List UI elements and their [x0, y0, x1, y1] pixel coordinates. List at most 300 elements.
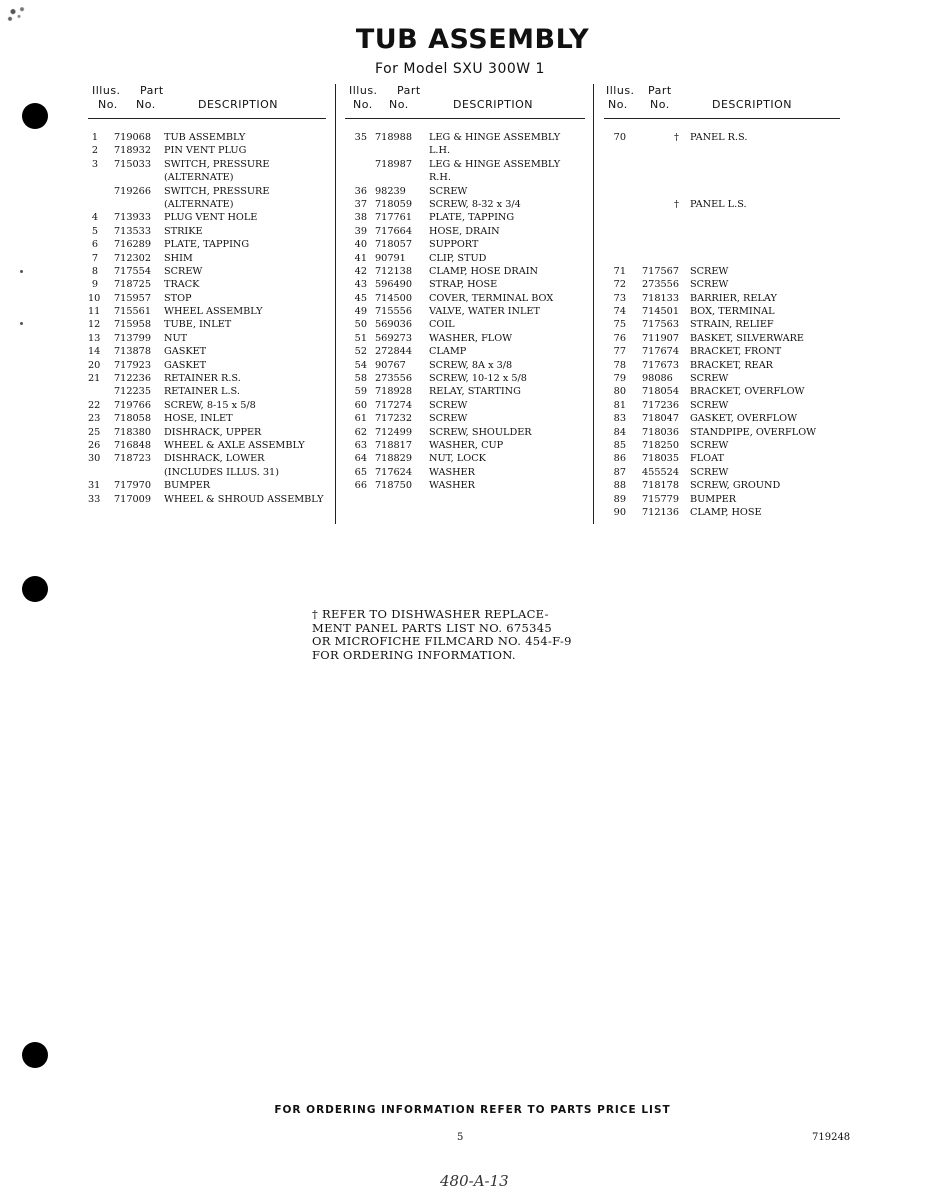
illus-number: 26 — [88, 439, 101, 451]
document-number: 719248 — [812, 1132, 851, 1143]
illus-number: 42 — [354, 265, 367, 277]
illus-number: 72 — [613, 279, 626, 291]
part-description: TUBE, INLET — [164, 319, 232, 331]
parts-row — [345, 400, 585, 413]
parts-row — [88, 145, 326, 158]
binder-hole-middle — [22, 576, 48, 602]
part-number: 718829 — [375, 453, 412, 465]
parts-row — [345, 453, 585, 466]
illus-number: 20 — [88, 359, 101, 371]
part-no-header: No. — [136, 98, 156, 111]
part-description: CLAMP, HOSE DRAIN — [429, 265, 539, 277]
illus-number: 39 — [354, 225, 367, 237]
part-number: 711907 — [642, 332, 679, 344]
parts-row — [88, 453, 326, 466]
part-number: 712138 — [375, 265, 412, 277]
illus-number: 54 — [354, 359, 367, 371]
part-number: 718036 — [642, 426, 679, 438]
part-description: SCREW, SHOULDER — [429, 426, 532, 438]
illus-number: 73 — [613, 292, 626, 304]
parts-row — [345, 239, 585, 252]
parts-row — [345, 427, 585, 440]
column-header — [345, 84, 585, 118]
part-number: 715957 — [114, 292, 151, 304]
page-number: 5 — [457, 1132, 464, 1143]
scan-dot — [20, 270, 23, 273]
part-description: RELAY, STARTING — [429, 386, 521, 398]
parts-row — [88, 172, 326, 185]
parts-row — [604, 333, 840, 346]
note-line: FOR ORDERING INFORMATION. — [312, 647, 516, 662]
part-number: 717673 — [642, 359, 679, 371]
scan-speckle — [4, 2, 34, 26]
part-number: 715033 — [114, 158, 151, 170]
illus-number: 70 — [613, 132, 626, 143]
part-description: SHIM — [164, 252, 193, 264]
part-number: 717236 — [642, 399, 679, 411]
illus-number: 76 — [613, 332, 626, 344]
parts-row — [88, 346, 326, 359]
part-number: 569036 — [375, 319, 412, 331]
part-description: TRACK — [164, 279, 200, 291]
part-description: BARRIER, RELAY — [690, 292, 777, 304]
description-header: DESCRIPTION — [453, 98, 533, 111]
part-number: 717624 — [375, 466, 412, 478]
illus-number: 80 — [613, 386, 626, 398]
parts-row — [345, 373, 585, 386]
illus-number: 65 — [354, 466, 367, 478]
illus-number: 58 — [354, 373, 367, 385]
parts-row — [604, 145, 840, 158]
part-number: † — [674, 132, 679, 143]
illus-number: 41 — [354, 252, 367, 264]
illus-header: Illus. — [92, 84, 121, 97]
parts-row — [604, 293, 840, 306]
illus-number: 8 — [91, 265, 98, 277]
header-rule — [88, 118, 326, 119]
part-number: 713533 — [114, 225, 151, 237]
part-header: Part — [648, 84, 672, 97]
part-description: L.H. — [429, 145, 451, 157]
part-number: 715779 — [642, 493, 679, 505]
parts-row — [88, 440, 326, 453]
part-number: 718750 — [375, 480, 412, 492]
parts-row — [345, 293, 585, 306]
part-number: 717232 — [375, 413, 412, 425]
illus-number: 36 — [354, 185, 367, 197]
part-number: 718058 — [114, 413, 151, 425]
part-description: PIN VENT PLUG — [164, 145, 247, 157]
note-line: † REFER TO DISHWASHER REPLACE- — [312, 607, 549, 621]
illus-number: 66 — [354, 480, 367, 492]
parts-row — [604, 199, 840, 212]
parts-row — [345, 346, 585, 359]
part-description: SWITCH, PRESSURE — [164, 158, 270, 170]
part-number: 715556 — [375, 306, 412, 318]
part-number: 717923 — [114, 359, 151, 371]
parts-row — [345, 199, 585, 212]
parts-row — [604, 212, 840, 225]
part-description: RETAINER L.S. — [164, 386, 240, 398]
parts-column-1 — [88, 84, 326, 507]
part-description: FLOAT — [690, 453, 725, 465]
parts-row — [88, 494, 326, 507]
part-number: 717674 — [642, 346, 679, 358]
illus-no-header: No. — [608, 98, 628, 111]
parts-row — [345, 186, 585, 199]
part-description: STRAP, HOSE — [429, 279, 498, 291]
parts-row — [604, 507, 840, 520]
illus-number: 38 — [354, 212, 367, 224]
parts-row — [604, 226, 840, 239]
parts-row — [88, 360, 326, 373]
part-description: RETAINER R.S. — [164, 373, 241, 385]
part-description: SWITCH, PRESSURE — [164, 185, 270, 197]
part-description: (INCLUDES ILLUS. 31) — [164, 466, 279, 478]
illus-number: 88 — [613, 480, 626, 492]
illus-number: 23 — [88, 413, 101, 425]
part-description: (ALTERNATE) — [164, 198, 234, 210]
illus-number: 81 — [613, 399, 626, 411]
part-number: 717563 — [642, 319, 679, 331]
part-number: 718250 — [642, 439, 679, 451]
part-description: CLIP, STUD — [429, 252, 487, 264]
part-description: BOX, TERMINAL — [690, 306, 775, 318]
parts-row — [345, 266, 585, 279]
parts-row — [345, 159, 585, 172]
parts-row — [345, 212, 585, 225]
parts-row — [88, 132, 326, 145]
parts-row — [88, 279, 326, 292]
page-title: TUB ASSEMBLY — [355, 24, 590, 55]
part-description: WASHER, CUP — [429, 439, 504, 451]
illus-number: 12 — [88, 319, 101, 331]
part-number: 712499 — [375, 426, 412, 438]
part-number: 714501 — [642, 306, 679, 318]
part-number: 716289 — [114, 239, 151, 251]
parts-row — [345, 467, 585, 480]
illus-number: 86 — [613, 453, 626, 465]
header-rule — [604, 118, 840, 119]
part-description: SCREW, 10-12 x 5/8 — [429, 373, 527, 385]
illus-number: 59 — [354, 386, 367, 398]
illus-number: 1 — [91, 132, 98, 143]
ordering-note — [312, 608, 612, 662]
parts-row — [604, 186, 840, 199]
parts-row — [345, 306, 585, 319]
parts-row — [88, 480, 326, 493]
part-number: 719266 — [114, 185, 151, 197]
part-description: NUT — [164, 332, 188, 344]
part-number: 718987 — [375, 158, 412, 170]
illus-number: 13 — [88, 332, 101, 344]
illus-number: 6 — [91, 239, 98, 251]
part-description: CLAMP — [429, 346, 467, 358]
part-description: BUMPER — [164, 480, 211, 492]
part-description: R.H. — [429, 172, 451, 184]
parts-row — [88, 373, 326, 386]
part-description: BUMPER — [690, 493, 737, 505]
parts-row — [604, 453, 840, 466]
parts-row — [88, 400, 326, 413]
part-number: 718725 — [114, 279, 151, 291]
part-description: PLATE, TAPPING — [429, 212, 515, 224]
illus-number: 25 — [88, 426, 101, 438]
part-number: 455524 — [642, 466, 679, 478]
illus-no-header: No. — [98, 98, 118, 111]
illus-header: Illus. — [349, 84, 378, 97]
part-number: 712235 — [114, 386, 151, 398]
part-description: BRACKET, FRONT — [690, 346, 782, 358]
part-number: 718035 — [642, 453, 679, 465]
illus-number: 90 — [613, 506, 626, 518]
part-number: 718054 — [642, 386, 679, 398]
part-description: SUPPORT — [429, 239, 479, 251]
parts-row — [88, 239, 326, 252]
part-number: 273556 — [642, 279, 679, 291]
parts-row — [345, 226, 585, 239]
part-number: 713878 — [114, 346, 151, 358]
illus-number: 45 — [354, 292, 367, 304]
part-description: STRIKE — [164, 225, 203, 237]
part-description: SCREW, 8-15 x 5/8 — [164, 399, 256, 411]
part-number: 90767 — [375, 359, 406, 371]
illus-number: 33 — [88, 493, 101, 505]
part-description: SCREW — [690, 373, 729, 385]
part-description: SCREW — [429, 399, 468, 411]
part-description: WHEEL & AXLE ASSEMBLY — [164, 439, 305, 451]
parts-row — [604, 480, 840, 493]
illus-number: 49 — [354, 306, 367, 318]
part-number: 717567 — [642, 265, 679, 277]
illus-number: 5 — [91, 225, 98, 237]
part-description: SCREW — [690, 265, 729, 277]
illus-number: 35 — [354, 132, 367, 143]
parts-row — [604, 319, 840, 332]
part-number: 718817 — [375, 439, 412, 451]
part-description: SCREW, 8A x 3/8 — [429, 359, 513, 371]
part-description: PLATE, TAPPING — [164, 239, 250, 251]
parts-row — [88, 186, 326, 199]
part-description: GASKET — [164, 359, 207, 371]
part-description: WHEEL ASSEMBLY — [164, 306, 263, 318]
illus-number: 4 — [91, 212, 98, 224]
parts-row — [88, 226, 326, 239]
part-number: 569273 — [375, 332, 412, 344]
illus-number: 3 — [91, 158, 98, 170]
part-description: SCREW — [690, 399, 729, 411]
parts-row — [345, 360, 585, 373]
scan-dot — [20, 322, 23, 325]
part-number: 715561 — [114, 306, 151, 318]
part-number: 718723 — [114, 453, 151, 465]
parts-row — [604, 159, 840, 172]
part-number: 712236 — [114, 373, 151, 385]
illus-number: 22 — [88, 399, 101, 411]
part-number: 712302 — [114, 252, 151, 264]
part-description: SCREW — [429, 185, 468, 197]
illus-number: 60 — [354, 399, 367, 411]
part-number: 718059 — [375, 198, 412, 210]
illus-number: 77 — [613, 346, 626, 358]
part-number: 718928 — [375, 386, 412, 398]
parts-row — [604, 413, 840, 426]
parts-row — [345, 145, 585, 158]
parts-row — [604, 360, 840, 373]
part-number: 715958 — [114, 319, 151, 331]
parts-row — [604, 467, 840, 480]
part-number: 718380 — [114, 426, 151, 438]
part-description: DISHRACK, LOWER — [164, 453, 265, 465]
illus-number: 78 — [613, 359, 626, 371]
illus-number: 74 — [613, 306, 626, 318]
parts-row — [345, 319, 585, 332]
parts-row — [604, 440, 840, 453]
illus-number: 63 — [354, 439, 367, 451]
illus-number: 30 — [88, 453, 101, 465]
part-number: 718988 — [375, 132, 412, 143]
part-description: HOSE, DRAIN — [429, 225, 500, 237]
illus-number: 52 — [354, 346, 367, 358]
part-number: 717664 — [375, 225, 412, 237]
part-description: STRAIN, RELIEF — [690, 319, 774, 331]
parts-row — [88, 199, 326, 212]
part-number: 272844 — [375, 346, 412, 358]
part-description: COVER, TERMINAL BOX — [429, 292, 554, 304]
parts-row — [345, 480, 585, 493]
footer-instruction: FOR ORDERING INFORMATION REFER TO PARTS PRICE LIST — [274, 1104, 671, 1116]
part-number: 98239 — [375, 185, 406, 197]
illus-number: 61 — [354, 413, 367, 425]
illus-number: 9 — [91, 279, 98, 291]
parts-row — [604, 373, 840, 386]
part-number: 717274 — [375, 399, 412, 411]
part-header: Part — [397, 84, 421, 97]
parts-row — [88, 427, 326, 440]
parts-row — [604, 400, 840, 413]
illus-number: 40 — [354, 239, 367, 251]
part-description: GASKET — [164, 346, 207, 358]
part-description: SCREW — [690, 439, 729, 451]
parts-row — [88, 333, 326, 346]
column-divider — [593, 84, 594, 524]
parts-row — [604, 494, 840, 507]
part-description: LEG & HINGE ASSEMBLY — [429, 132, 561, 143]
illus-no-header: No. — [353, 98, 373, 111]
part-description: SCREW — [690, 279, 729, 291]
parts-row — [604, 346, 840, 359]
binder-hole-bottom — [22, 1042, 48, 1068]
part-description: NUT, LOCK — [429, 453, 486, 465]
parts-column-3 — [604, 84, 840, 520]
part-number: † — [674, 198, 679, 210]
part-description: BRACKET, REAR — [690, 359, 773, 371]
parts-row — [88, 306, 326, 319]
illus-number: 11 — [88, 306, 101, 318]
part-description: CLAMP, HOSE — [690, 506, 762, 518]
part-header: Part — [140, 84, 164, 97]
parts-column-2 — [345, 84, 585, 494]
parts-row — [604, 253, 840, 266]
illus-number: 2 — [91, 145, 98, 157]
part-description: SCREW, 8-32 x 3/4 — [429, 198, 521, 210]
part-description: SCREW — [690, 466, 729, 478]
illus-number: 62 — [354, 426, 367, 438]
part-description: WHEEL & SHROUD ASSEMBLY — [164, 493, 324, 505]
parts-row — [88, 413, 326, 426]
parts-row — [604, 172, 840, 185]
parts-row — [345, 386, 585, 399]
part-description: WASHER — [429, 480, 475, 492]
parts-row — [345, 413, 585, 426]
illus-number: 21 — [88, 373, 101, 385]
parts-row — [88, 386, 326, 399]
part-description: WASHER, FLOW — [429, 332, 513, 344]
parts-row — [604, 266, 840, 279]
part-description: DISHRACK, UPPER — [164, 426, 262, 438]
part-number: 717554 — [114, 265, 151, 277]
parts-row — [345, 279, 585, 292]
parts-row — [604, 239, 840, 252]
part-description: SCREW — [429, 413, 468, 425]
part-number: 716848 — [114, 439, 151, 451]
part-number: 713799 — [114, 332, 151, 344]
part-number: 596490 — [375, 279, 412, 291]
illus-number: 10 — [88, 292, 101, 304]
part-number: 717009 — [114, 493, 151, 505]
parts-row — [604, 386, 840, 399]
part-description: PLUG VENT HOLE — [164, 212, 258, 224]
parts-row — [604, 306, 840, 319]
note-line: OR MICROFICHE FILMCARD NO. 454-F-9 — [312, 634, 572, 648]
part-description: PANEL R.S. — [690, 132, 748, 143]
part-description: PANEL L.S. — [690, 198, 747, 210]
part-description: (ALTERNATE) — [164, 172, 234, 184]
illus-number: 89 — [613, 493, 626, 505]
part-number: 98086 — [642, 373, 673, 385]
part-number: 718178 — [642, 480, 679, 492]
part-number: 714500 — [375, 292, 412, 304]
illus-number: 71 — [613, 265, 626, 277]
parts-row — [345, 172, 585, 185]
parts-row — [345, 132, 585, 145]
description-header: DESCRIPTION — [198, 98, 278, 111]
parts-row — [604, 279, 840, 292]
illus-number: 75 — [613, 319, 626, 331]
illus-number: 14 — [88, 346, 101, 358]
parts-row — [88, 319, 326, 332]
illus-number: 79 — [613, 373, 626, 385]
illus-number: 85 — [613, 439, 626, 451]
part-description: STOP — [164, 292, 192, 304]
illus-number: 64 — [354, 453, 367, 465]
part-number: 718133 — [642, 292, 679, 304]
parts-row — [604, 427, 840, 440]
note-line: MENT PANEL PARTS LIST NO. 675345 — [312, 620, 552, 635]
part-no-header: No. — [389, 98, 409, 111]
part-description: BASKET, SILVERWARE — [690, 332, 804, 344]
part-number: 719068 — [114, 132, 151, 143]
parts-row — [88, 212, 326, 225]
part-number: 718057 — [375, 239, 412, 251]
part-description: VALVE, WATER INLET — [429, 306, 540, 318]
parts-row — [88, 467, 326, 480]
column-header — [88, 84, 326, 118]
parts-row — [345, 253, 585, 266]
part-number: 717761 — [375, 212, 412, 224]
illus-number: 84 — [613, 426, 626, 438]
part-description: SCREW — [164, 265, 203, 277]
